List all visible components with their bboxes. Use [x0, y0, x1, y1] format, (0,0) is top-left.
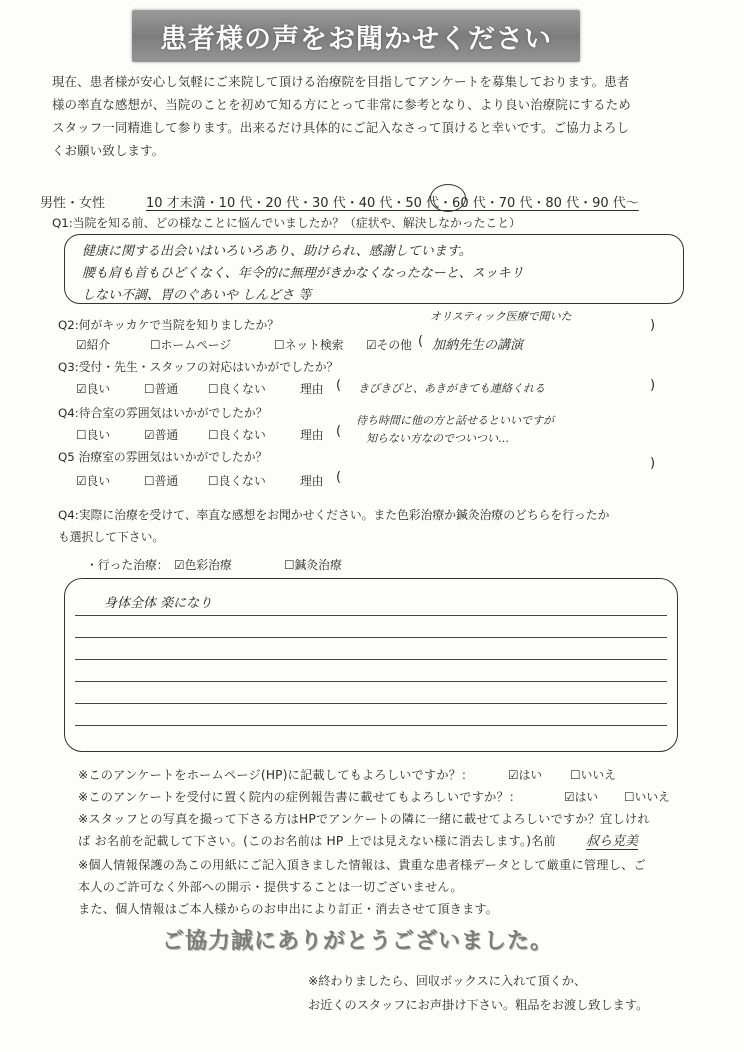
photo-consent-line-1: ※スタッフとの写真を撮って下さる方はHPでアンケートの隣に一緒に載せてよろしいですか？宜しけれ	[78, 812, 650, 826]
checkbox-icon[interactable]: ☐	[208, 382, 219, 396]
q2-option-web-search[interactable]: ☐ネット検索	[274, 338, 344, 352]
close-paren: )	[650, 378, 656, 393]
intro-line: くお願い致します。	[52, 143, 165, 158]
open-paren: (	[418, 334, 424, 349]
q4-impression-answer: 身体全体 楽になり	[104, 596, 213, 611]
checkbox-icon[interactable]: ☐	[284, 558, 295, 572]
treatment-label: ・行った治療：	[86, 558, 169, 572]
intro-line: 様の率直な感想が、当院のことを初めて知る方にとって非常に参考となり、より良い治療院にするため	[52, 97, 631, 112]
report-consent-question: ※このアンケートを受付に置く院内の症例報告書に載せてもよろしいですか？：	[78, 790, 522, 804]
checkbox-icon[interactable]: ☐	[144, 474, 155, 488]
q4-waiting-option-bad[interactable]: ☐良くない	[208, 428, 266, 442]
checked-box-icon[interactable]: ☑	[76, 382, 87, 396]
hp-consent-question: ※このアンケートをホームページ(HP)に記載してもよろしいですか？：	[78, 768, 474, 782]
open-paren: (	[336, 378, 342, 393]
intro-line: 現在、患者様が安心し気軽にご来院して頂ける治療院を目指してアンケートを募集しております。患者	[52, 74, 630, 89]
q4-waiting-reason-1: 待ち時間に他の方と話せるといいですが	[356, 414, 554, 427]
q5-option-normal[interactable]: ☐普通	[144, 474, 179, 488]
footer-line-2: お近くのスタッフにお声掛け下さい。粗品をお渡し致します。	[308, 998, 649, 1012]
q2-option-referral[interactable]: ☑紹介	[76, 338, 111, 352]
page-title: 患者様の声をお聞かせください	[160, 23, 552, 55]
q2-option-homepage[interactable]: ☐ホームページ	[150, 338, 232, 352]
answer-rule	[75, 615, 667, 616]
checked-box-icon[interactable]: ☑	[508, 768, 519, 782]
open-paren: (	[336, 424, 342, 439]
open-paren: (	[336, 470, 342, 485]
q4-waiting-reason-2: 知らない方なのでついつい…	[366, 432, 509, 445]
q5-option-bad[interactable]: ☐良くない	[208, 474, 266, 488]
q4-impression-question-2: も選択して下さい。	[58, 530, 165, 544]
age-options[interactable]: 10 才未満・10 代・20 代・30 代・40 代・50 代・60 代・70 代・80 代・90 代〜	[146, 196, 639, 211]
title-banner	[132, 10, 580, 62]
checkbox-icon[interactable]: ☐	[208, 474, 219, 488]
q5-option-good[interactable]: ☑良い	[76, 474, 111, 488]
hp-consent-no[interactable]: ☐いいえ	[570, 768, 616, 782]
checked-box-icon[interactable]: ☑	[564, 790, 575, 804]
q5-question: Q5 治療室の雰囲気はいかがでしたか？	[58, 450, 268, 464]
answer-rule	[75, 703, 667, 704]
footer-line-1: ※終わりましたら、回収ボックスに入れて頂くか、	[308, 974, 587, 988]
q3-option-good[interactable]: ☑良い	[76, 382, 111, 396]
photo-consent-line-2: ば お名前を記載して下さい。(このお名前は HP 上では見えない様に消去します。)名前	[78, 834, 556, 848]
answer-rule	[75, 725, 667, 726]
checkbox-icon[interactable]: ☐	[624, 790, 635, 804]
age-selection-circle	[430, 184, 466, 212]
checked-box-icon[interactable]: ☑	[144, 428, 155, 442]
hp-consent-yes[interactable]: ☑はい	[508, 768, 543, 782]
checkbox-icon[interactable]: ☐	[150, 338, 161, 352]
q3-reason: きびきびと、あきがきても連絡くれる	[358, 382, 545, 395]
gender-options[interactable]: 男性・女性	[40, 196, 106, 211]
thanks-message: ご協力誠にありがとうございました。	[162, 928, 554, 954]
q1-answer-line-3: しない不調、胃のぐあいや しんどさ 等	[82, 288, 312, 303]
checkbox-icon[interactable]: ☐	[570, 768, 581, 782]
q5-reason-label: 理由	[300, 474, 324, 488]
q3-question: Q3:受付・先生・スタッフの対応はいかがでしたか？	[58, 360, 339, 374]
q1-answer-line-2: 腰も肩も首もひどくなく、年令的に無理がきかなくなったなーと、スッキリ	[82, 266, 524, 281]
checked-box-icon[interactable]: ☑	[76, 338, 87, 352]
q3-option-normal[interactable]: ☐普通	[144, 382, 179, 396]
checkbox-icon[interactable]: ☐	[144, 382, 155, 396]
checked-box-icon[interactable]: ☑	[174, 558, 185, 572]
checked-box-icon[interactable]: ☑	[366, 338, 377, 352]
answer-rule	[75, 659, 667, 660]
privacy-line-2: 本人のご許可なく外部への開示・提供することは一切ございません。	[78, 880, 463, 894]
q4-waiting-question: Q4:待合室の雰囲気はいかがでしたか？	[58, 406, 268, 420]
name-field[interactable]: 叔ら克美	[586, 830, 638, 850]
answer-rule	[75, 681, 667, 682]
q4-waiting-option-normal[interactable]: ☑普通	[144, 428, 179, 442]
answer-rule	[75, 637, 667, 638]
checkbox-icon[interactable]: ☐	[76, 428, 87, 442]
q2-option-other[interactable]: ☑その他	[366, 338, 412, 352]
privacy-line-1: ※個人情報保護の為この用紙にご記入頂きました情報は、貴重な患者様データとして厳重に管理し、ご	[78, 858, 646, 872]
q3-reason-label: 理由	[300, 382, 324, 396]
q2-question: Q2:何がキッカケで当院を知りましたか？	[58, 318, 280, 332]
close-paren: )	[650, 318, 656, 333]
report-consent-no[interactable]: ☐いいえ	[624, 790, 670, 804]
checkbox-icon[interactable]: ☐	[274, 338, 285, 352]
checkbox-icon[interactable]: ☐	[208, 428, 219, 442]
q4-waiting-reason-label: 理由	[300, 428, 324, 442]
treatment-option-acupuncture[interactable]: ☐鍼灸治療	[284, 558, 342, 572]
treatment-option-color[interactable]: ☑色彩治療	[174, 558, 232, 572]
intro-line: スタッフ一同精進して参ります。出来るだけ具体的にご記入なさって頂けると幸いです。ご協力よろし	[52, 120, 630, 135]
report-consent-yes[interactable]: ☑はい	[564, 790, 599, 804]
checked-box-icon[interactable]: ☑	[76, 474, 87, 488]
close-paren: )	[650, 456, 656, 471]
q2-other-note-top: オリスティック医療で聞いた	[430, 310, 572, 323]
q1-question: Q1:当院を知る前、どの様なことに悩んでいましたか？（症状や、解決しなかったこと）	[52, 216, 521, 230]
q4-impression-question-1: Q4:実際に治療を受けて、率直な感想をお聞かせください。また色彩治療か鍼灸治療のどちらを行ったか	[58, 508, 610, 522]
intro-paragraph	[52, 70, 692, 162]
q4-waiting-option-good[interactable]: ☐良い	[76, 428, 111, 442]
privacy-line-3: また、個人情報はご本人様からのお申出により訂正・消去させて頂きます。	[78, 902, 499, 916]
q3-option-bad[interactable]: ☐良くない	[208, 382, 266, 396]
q2-other-note: 加納先生の講演	[432, 338, 524, 353]
q1-answer-line-1: 健康に関する出会いはいろいろあり、助けられ、感謝しています。	[82, 244, 472, 259]
